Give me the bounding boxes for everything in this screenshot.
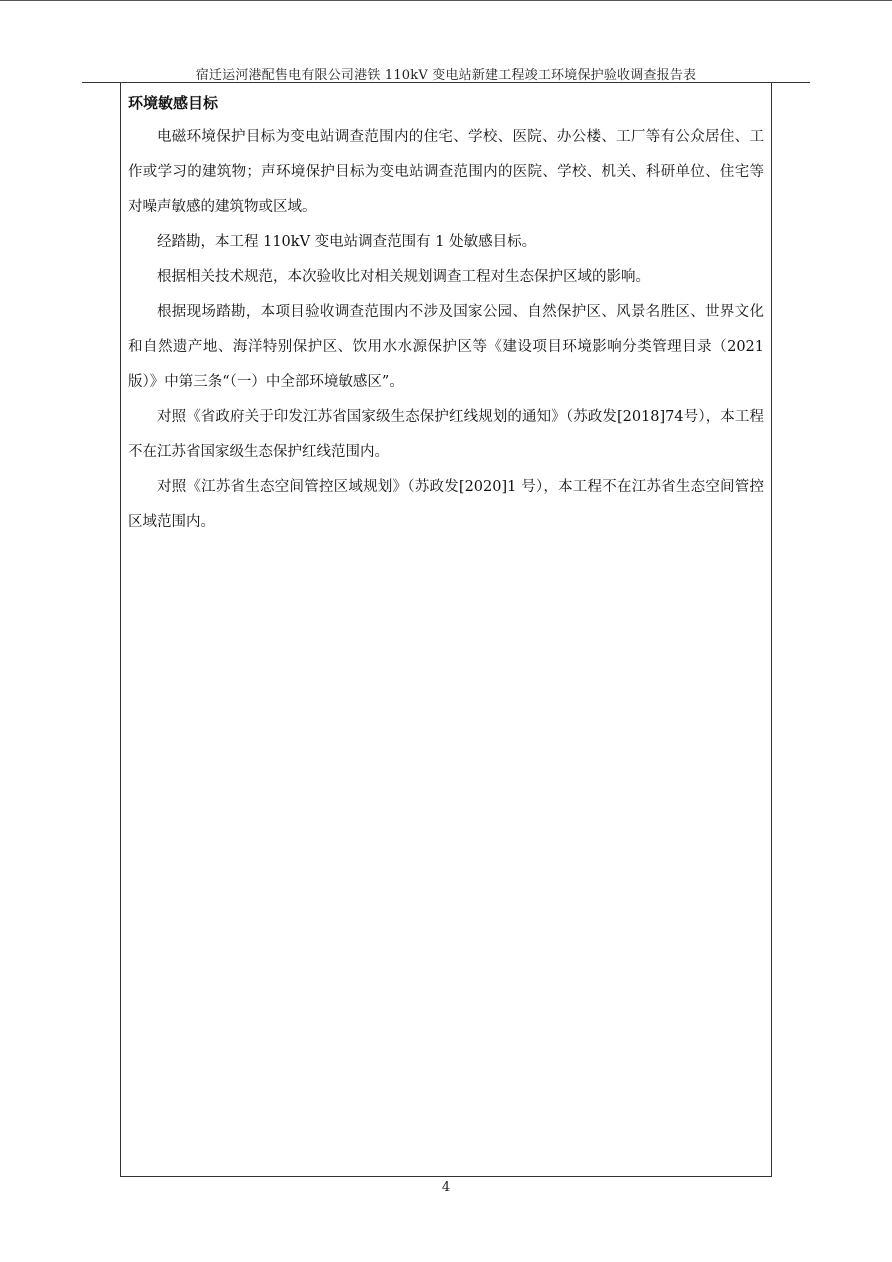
paragraph-provincial-control: 对照《江苏省生态空间管控区域规划》（苏政发[2020]1 号），本工程不在江苏省生态空间管控区域范围内。	[128, 479, 764, 530]
paragraph-survey-result: 经踏勘，本工程 110kV 变电站调查范围有 1 处敏感目标。	[157, 234, 537, 250]
paragraph-national-redline: 对照《省政府关于印发江苏省国家级生态保护红线规划的通知》（苏政发[2018]74号），本工程不在江苏省国家级生态保护红线范围内。	[128, 409, 764, 460]
paragraph-protection-targets: 电磁环境保护目标为变电站调查范围内的住宅、学校、医院、办公楼、工厂等有公众居住、工作或学习的建筑物；声环境保护目标为变电站调查范围内的医院、学校、机关、科研单位、住宅等对噪声敏感的建筑物或区域。	[128, 129, 764, 215]
page-top-border	[0, 0, 892, 1]
section-body	[128, 120, 764, 540]
report-header-title: 宿迁运河港配售电有限公司港铁 110kV 变电站新建工程竣工环境保护验收调查报告表	[195, 68, 697, 83]
page-number: 4	[441, 1180, 451, 1195]
paragraph-technical-spec: 根据相关技术规范，本次验收比对相关规划调查工程对生态保护区域的影响。	[157, 269, 650, 285]
paragraph-site-survey: 根据现场踏勘，本项目验收调查范围内不涉及国家公园、自然保护区、风景名胜区、世界文化和自然遗产地、海洋特别保护区、饮用水水源保护区等《建设项目环境影响分类管理目录（2021版）》中第三条“（一）中全部环境敏感区”。	[128, 304, 764, 390]
section-heading: 环境敏感目标	[128, 94, 219, 112]
